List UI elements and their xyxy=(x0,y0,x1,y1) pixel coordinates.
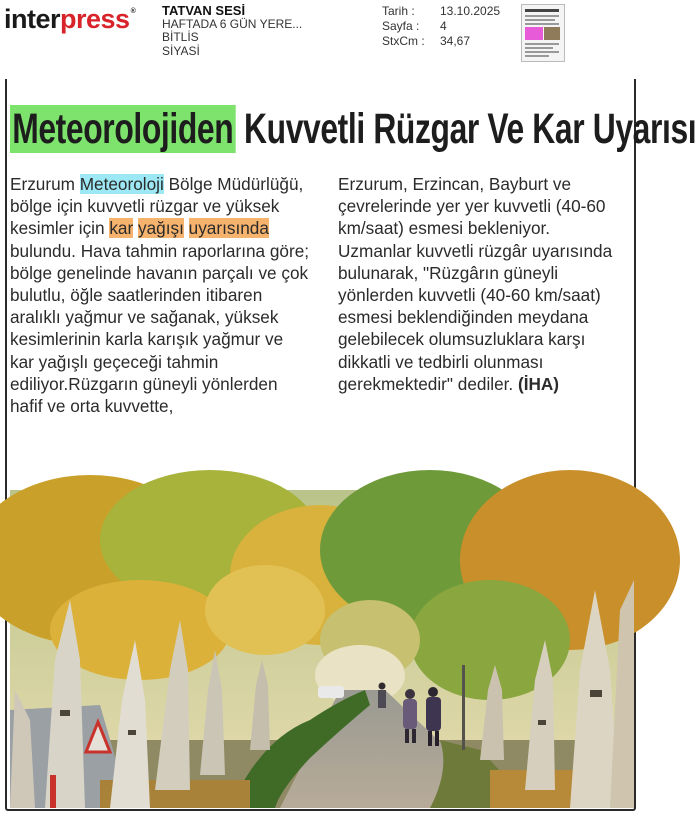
paragraph xyxy=(338,240,638,395)
thumb-line xyxy=(525,51,559,53)
publication-city: BİTLİS xyxy=(162,30,199,44)
article-photo xyxy=(10,490,634,808)
parked-car xyxy=(318,686,344,698)
search-keyword-highlight: kar xyxy=(109,218,134,239)
bark-mark xyxy=(128,730,136,735)
bollard xyxy=(50,775,56,808)
thumb-image-block xyxy=(544,27,560,40)
thumb-line xyxy=(525,47,553,49)
meta-value: 13.10.2025 xyxy=(440,4,501,18)
meta-row-stxcm xyxy=(382,34,500,49)
publication-section: SİYASİ xyxy=(162,43,200,58)
text-run: bulundu. Hava tahmin raporlarına göre; bölge genelinde havanın parçalı ve çok bulutlu, öğle saatlerinden itibaren aralıklı yağmur ve sağanak, yüksek kesimlerinin karla karışık yağmur ve kar yağışlı geçeceği tahmin ediliyor.Rüzgarın güneyli yönlerden hafif ve orta kuvvette, xyxy=(10,240,310,417)
headline-highlight: Meteorolojiden xyxy=(10,105,236,153)
paragraph xyxy=(10,173,310,417)
text-run xyxy=(184,218,189,238)
publication-frequency: HAFTADA 6 GÜN YERE... xyxy=(162,16,303,31)
thumb-line xyxy=(525,23,559,25)
publication-name: TATVAN SESİ xyxy=(162,3,246,18)
page-thumbnail[interactable] xyxy=(521,4,565,62)
thumb-line xyxy=(525,55,549,57)
text-run: Bölge Müdürlüğü, bölge için kuvvetli rüzgar ve yüksek kesimler için xyxy=(10,174,304,239)
thumb-line xyxy=(525,43,559,45)
text-run: Erzurum xyxy=(10,174,80,194)
bark-mark xyxy=(538,720,546,725)
article-headline xyxy=(10,98,696,160)
registered-mark: ® xyxy=(130,8,136,15)
meta-value: 4 xyxy=(440,19,447,33)
logo-accent-text: press xyxy=(60,4,130,34)
text-run: Uzmanlar kuvvetli rüzgâr uyarısında bulunarak, "Rüzgârın güneyli yönlerden kuvvetli (40-60 km/saat) esmesi beklendiğinden meydana gelebilecek olumsuzluklara karşı dikkatli ve tedbirli olunması gerekmektedir" dediler. xyxy=(338,240,613,394)
meta-label: StxCm : xyxy=(382,34,425,48)
thumb-highlight-block xyxy=(525,27,543,40)
bark-mark xyxy=(590,690,602,697)
meta-label: Sayfa : xyxy=(382,19,420,33)
bark-mark xyxy=(60,710,70,716)
thumb-masthead xyxy=(525,9,559,12)
meta-label: Tarih : xyxy=(382,4,415,18)
meta-value: 34,67 xyxy=(440,34,471,48)
meta-row-page xyxy=(382,19,500,34)
foliage xyxy=(205,565,325,655)
logo-main-text: inter xyxy=(4,4,61,34)
article-column-right xyxy=(338,173,638,395)
headline-rest: Kuvvetli Rüzgar Ve Kar Uyarısı xyxy=(235,105,696,153)
meta-row-date xyxy=(382,4,500,19)
lamp-pole xyxy=(462,665,465,750)
paragraph: Erzurum, Erzincan, Bayburt ve çevrelerinde yer yer kuvvetli (40-60 km/saat) esmesi bekleniyor. xyxy=(338,174,606,239)
clipping-meta xyxy=(382,4,500,49)
search-keyword-highlight: yağışı xyxy=(138,218,184,239)
publication-info xyxy=(162,4,302,58)
thumb-line xyxy=(525,15,559,17)
search-keyword-highlight: Meteoroloji xyxy=(79,174,164,194)
thumb-line xyxy=(525,19,555,21)
article-column-left xyxy=(10,173,310,417)
interpress-logo xyxy=(4,4,135,35)
news-agency-credit: (İHA) xyxy=(517,373,560,394)
pedestrian xyxy=(378,683,386,709)
search-keyword-highlight: uyarısında xyxy=(188,218,269,239)
